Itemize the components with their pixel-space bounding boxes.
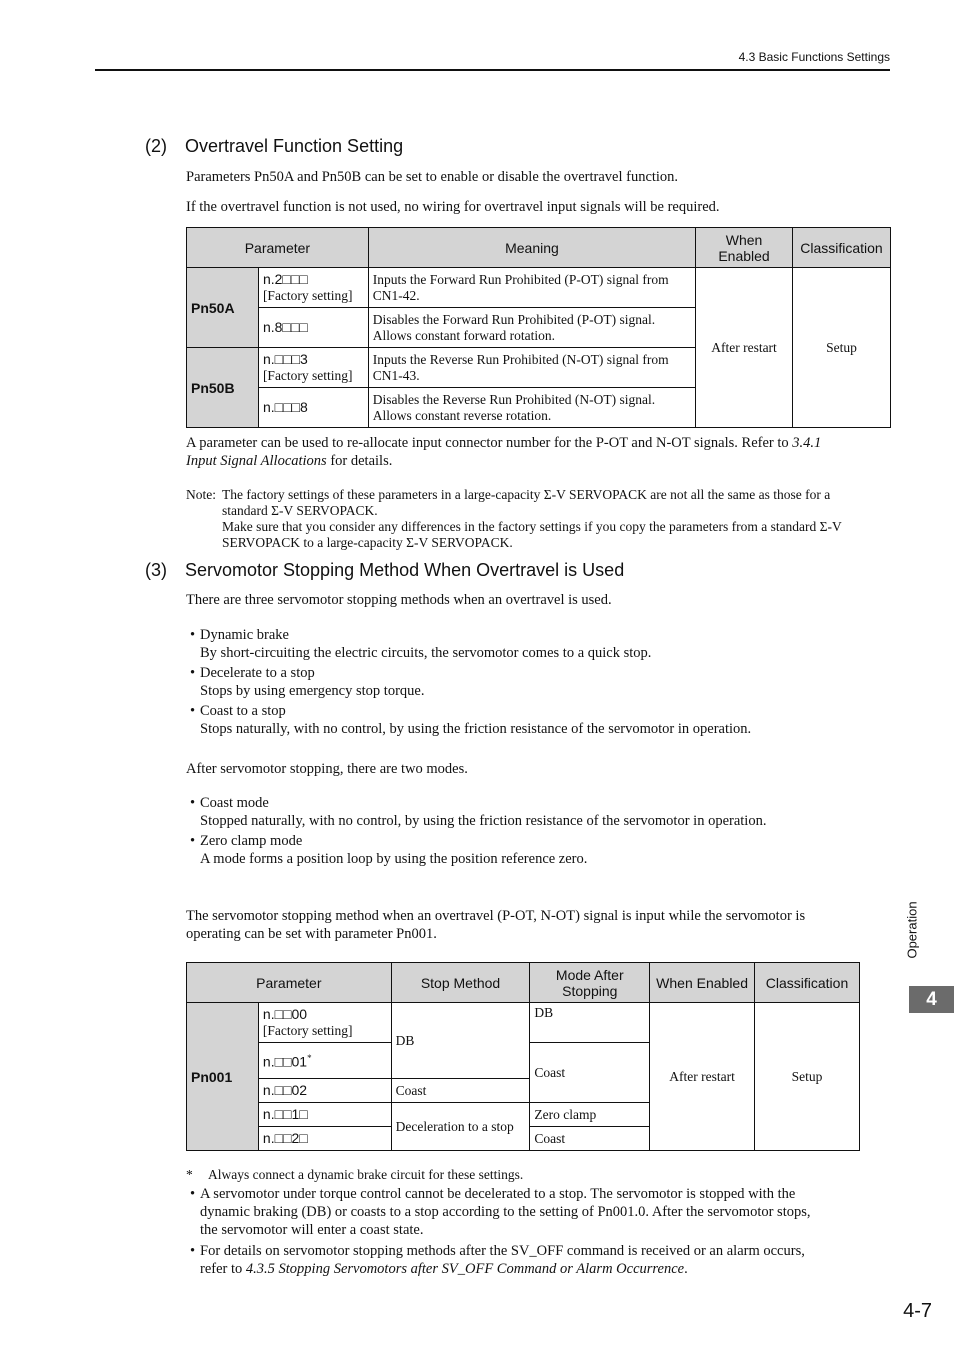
reference-link-435[interactable]: 4.3.5 Stopping Servomotors after SV_OFF Command or Alarm Occurrence [245, 1261, 685, 1277]
classification-cell: Setup [792, 268, 890, 428]
section-2-paragraph-2: If the overtravel function is not used, no wiring for overtravel input signals will be required. [186, 199, 720, 215]
meaning-cell: Inputs the Forward Run Prohibited (P-OT) signal from CN1-42. [368, 268, 695, 308]
section-3-title: Servomotor Stopping Method When Overtravel is Used [185, 560, 625, 580]
mode-cell: Coast [530, 1127, 650, 1151]
table-header-row [187, 963, 860, 1003]
param-name-pn50b: Pn50B [187, 348, 259, 428]
mode-cell: Zero clamp [530, 1103, 650, 1127]
mode-cell: DB [530, 1003, 650, 1043]
when-enabled-cell: After restart [650, 1003, 755, 1151]
list-item: • Dynamic brake By short-circuiting the electric circuits, the servomotor comes to a quick stop. [190, 627, 652, 661]
param-value-cell: n.□□01* [258, 1043, 391, 1079]
section-2-heading [145, 136, 403, 157]
list-item: • Coast mode Stopped naturally, with no control, by using the friction resistance of the servomotor in operation. [190, 795, 767, 829]
stop-method-cell: DB [391, 1003, 530, 1079]
param-value-cell: n.□□1□ [258, 1103, 391, 1127]
table-row [187, 1003, 860, 1043]
header-rule [95, 69, 890, 71]
list-item: • A servomotor under torque control cannot be decelerated to a stop. The servomotor is stopped with the dynamic braking (DB) or coasts to a stop according to the setting of Pn001.0. After the servomotor stops, the servomotor will enter a coast state. [190, 1186, 811, 1238]
meaning-cell: Disables the Forward Run Prohibited (P-OT) signal. Allows constant forward rotation. [368, 308, 695, 348]
footnote-text: Always connect a dynamic brake circuit for these settings. [208, 1167, 524, 1182]
param-value-cell: n.8□□□ [258, 308, 368, 348]
stopping-method-table [186, 962, 860, 1151]
table-row [187, 268, 891, 308]
overtravel-parameter-table [186, 227, 891, 428]
list-item: • Coast to a stop Stops naturally, with no control, by using the friction resistance of the servomotor in operation. [190, 703, 752, 737]
pn001-paragraph: The servomotor stopping method when an overtravel (P-OT, N-OT) signal is input while the servomotor is operating can be set with parameter Pn001. [186, 908, 806, 942]
footnote-mark: * [186, 1167, 193, 1182]
running-header: 4.3 Basic Functions Settings [738, 50, 890, 64]
col-header-mode-after-stopping: Mode After Stopping [530, 963, 650, 1003]
section-3-number: (3) [145, 560, 167, 580]
reallocation-paragraph: A parameter can be used to re-allocate input connector number for the P-OT and N-OT signals. Refer to 3.4.1 Input Signal Allocations for details. [186, 435, 822, 469]
section-2-title: Overtravel Function Setting [185, 136, 404, 156]
param-value-cell: n.□□02 [258, 1079, 391, 1103]
param-name-pn50a: Pn50A [187, 268, 259, 348]
note-label: Note: [186, 487, 216, 502]
col-header-when-enabled: When Enabled [650, 963, 755, 1003]
section-2-number: (2) [145, 136, 167, 156]
col-header-meaning: Meaning [368, 228, 695, 268]
reference-link-341[interactable]: 3.4.1 [792, 435, 822, 451]
note-text: The factory settings of these parameters in a large-capacity Σ-V SERVOPACK are not all the same as those for a standard Σ-V SERVOPACK. Make sure that you consider any differences in the factory settings if you copy the parameters from a standard Σ-V SERVOPACK to a large-capacity Σ-V SERVOPACK. [222, 487, 842, 550]
col-header-classification: Classification [792, 228, 890, 268]
stop-method-cell: Coast [391, 1079, 530, 1103]
param-value-cell: n.□□□3 [Factory setting] [258, 348, 368, 388]
side-tab-label: Operation [904, 901, 920, 959]
section-3-heading [145, 560, 624, 581]
param-name-pn001: Pn001 [187, 1003, 259, 1151]
param-value-cell: n.2□□□ [Factory setting] [258, 268, 368, 308]
param-value-cell: n.□□2□ [258, 1127, 391, 1151]
when-enabled-cell: After restart [696, 268, 793, 428]
list-item: • Decelerate to a stop Stops by using emergency stop torque. [190, 665, 425, 699]
mode-cell: Coast [530, 1043, 650, 1103]
table-header-row [187, 228, 891, 268]
param-value-cell: n.□□00 [Factory setting] [258, 1003, 391, 1043]
chapter-tab: 4 [909, 986, 954, 1013]
param-value-cell: n.□□□8 [258, 388, 368, 428]
meaning-cell: Inputs the Reverse Run Prohibited (N-OT) signal from CN1-43. [368, 348, 695, 388]
stop-method-cell: Deceleration to a stop [391, 1103, 530, 1151]
reference-link-input-signal-allocations[interactable]: Input Signal Allocations [186, 453, 327, 469]
after-stopping-paragraph: After servomotor stopping, there are two modes. [186, 761, 468, 777]
page-number: 4-7 [903, 1300, 932, 1322]
list-item: • For details on servomotor stopping methods after the SV_OFF command is received or an alarm occurs, refer to 4.3.5 Stopping Servomotors after SV_OFF Command or Alarm Occurrence. [190, 1243, 805, 1277]
col-header-parameter: Parameter [187, 963, 392, 1003]
col-header-stop-method: Stop Method [391, 963, 530, 1003]
section-3-intro: There are three servomotor stopping methods when an overtravel is used. [186, 592, 612, 608]
col-header-classification: Classification [755, 963, 860, 1003]
list-item: • Zero clamp mode A mode forms a position loop by using the position reference zero. [190, 833, 588, 867]
section-2-paragraph-1: Parameters Pn50A and Pn50B can be set to enable or disable the overtravel function. [186, 169, 679, 185]
col-header-when-enabled: When Enabled [696, 228, 793, 268]
classification-cell: Setup [755, 1003, 860, 1151]
meaning-cell: Disables the Reverse Run Prohibited (N-OT) signal. Allows constant reverse rotation. [368, 388, 695, 428]
col-header-parameter: Parameter [187, 228, 369, 268]
